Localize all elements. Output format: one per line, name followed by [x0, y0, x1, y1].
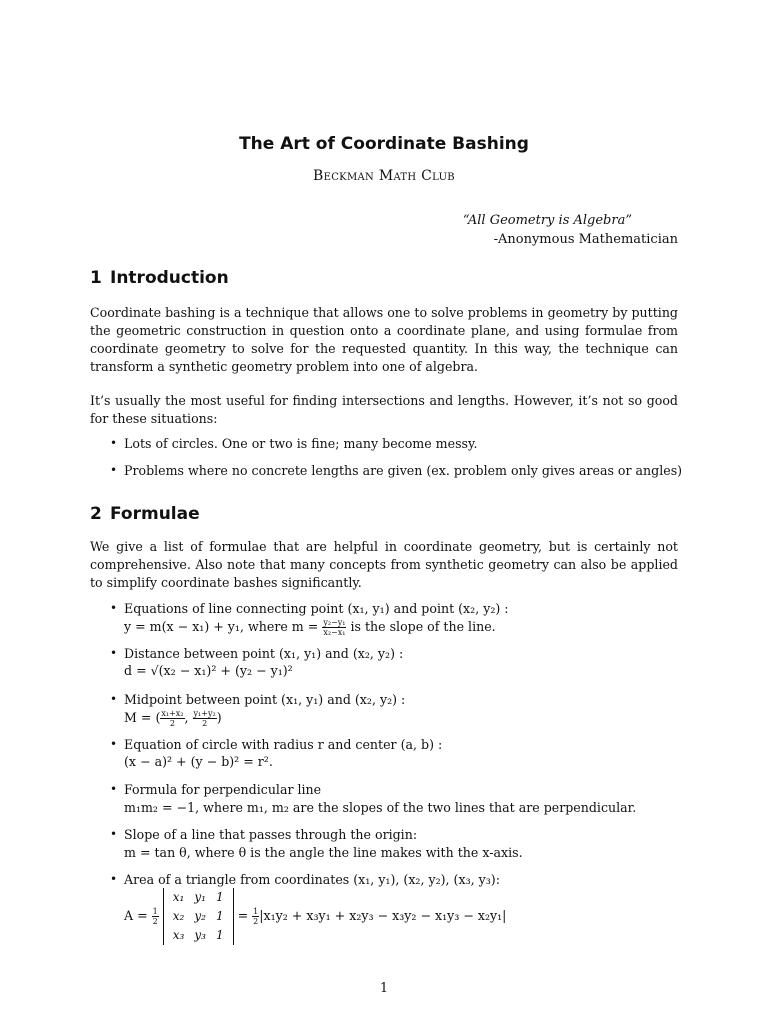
formula-triangle-area [110, 871, 680, 946]
formulae-paragraph: We give a list of formulae that are helpful in coordinate geometry, but is certainly not comprehensive. Also note that many concepts from synthetic geometry can also be applied to simplify coordinate bashes significantly. [90, 539, 678, 590]
formula-label: Formula for perpendicular line [124, 782, 322, 797]
formula-label: Distance between point (x₁, y₁) and (x₂, y₂) : [124, 646, 404, 661]
formula-equation: A = $\frac{1}{2}$ x₁ y₁ 1 x₂ y₂ 1 x₃ y₃ 1 = $\frac{1}{2}$ |x₁y₂ + x₃y₁ + x₂y₃ − x₃y₂ − x₁y₃ − x₂y₁| [124, 888, 506, 945]
formula-line-equation [110, 600, 680, 640]
document-page: The Art of Coordinate Bashing Beckman Math Club “All Geometry is Algebra” -Anonymous Mathematician 1 Introduction Coordinate bashing is a technique that allows one to solve problems in geometry by putting the geometric construction in question onto a coordinate plane, and using formulae from coordinate geometry to solve for the requested quantity. In this way, the technique can transform a synthetic geometry problem into one of algebra. It’s usually the most useful for finding intersections and lengths. However, it’s not so good for these situations: • Lots of circles. One or two is fine; many become messy. • Problems where no concrete lengths are given (ex. problem only gives areas or angles) 2 Formulae We give a list of formulae that are helpful in coordinate geometry, but is certainly not comprehensive. Also note that many concepts from synthetic geometry can also be applied to simplify coordinate bashes significantly. • Equations of line connecting point (x₁, y₁) and point (x₂, y₂) : y = m(x − x₁) + y₁, where m = $\frac{\text{y₂−y₁}}{\text{x₂−x₁}}$ is the slope of the line. • Distance between point (x₁, y₁) and (x₂, y₂) : d = √(x₂ − x₁)² + (y₂ − y₁)² • Midpoint between point (x₁, y₁) and (x₂, y₂) : M = ( $\frac{\text{x₁+x₂}}{2}$ , $\frac{\text{y₁+y₂}}{2}$ ) • Equation of circle with radius r and center (a, b) : (x − a)² + (y − b)² = r². • Formula for perpendicular line m₁m₂ = −1, where m₁, m₂ are the slopes of the two lines that are perpendicular. • Slope of a line that passes through the origin: m = tan θ, where θ is the angle the line makes with the x-axis. • Area of a triangle from coordinates (x₁, y₁), (x₂, y₂), (x₃, y₃): A = $\frac{1}{2}$ x₁ y₁ 1 x₂ y₂ 1 x₃ y₃ 1 = $\frac{1}{2}$ |x₁y₂ + x₃y₁ + x₂y₃ − x₃y₂ − x₁y₃ − x₂y₁| 1 [0, 0, 768, 1024]
bullet-icon: • [110, 436, 118, 450]
formula-equation: M = ( $\frac{\text{x₁+x₂}}{2}$ , $\frac{\text{y₁+y₂}}{2}$ ) [124, 709, 222, 728]
page-number: 1 [379, 980, 388, 995]
formula-perpendicular [110, 781, 680, 821]
half-fraction: $\frac{1}{2}$ [253, 907, 259, 926]
epigraph-attribution: -Anonymous Mathematician [493, 232, 678, 247]
formula-label: Area of a triangle from coordinates (x₁, y₁), (x₂, y₂), (x₃, y₃): [124, 872, 500, 887]
formula-distance [110, 645, 680, 685]
bullet-icon: • [110, 872, 118, 886]
bullet-icon: • [110, 827, 118, 841]
formula-slope-origin [110, 826, 680, 866]
formula-equation: d = √(x₂ − x₁)² + (y₂ − y₁)² [124, 663, 293, 678]
section-heading-formulae [90, 504, 200, 524]
formula-equation: m₁m₂ = −1, where m₁, m₂ are the slopes of the two lines that are perpendicular. [124, 800, 637, 815]
document-title: The Art of Coordinate Bashing [239, 134, 529, 154]
half-fraction: $\frac{1}{2}$ [152, 907, 158, 926]
intro-paragraph-1: Coordinate bashing is a technique that allows one to solve problems in geometry by putting the geometric construction in question onto a coordinate plane, and using formulae from coordinate geometry to solve for the requested quantity. In this way, the technique can transform a synthetic geometry problem into one of algebra. [90, 305, 678, 374]
formula-midpoint [110, 691, 680, 731]
epigraph-quote: “All Geometry is Algebra” [462, 213, 632, 228]
fraction-x: $\frac{\text{x₁+x₂}}{2}$ [161, 709, 184, 728]
document-author: Beckman Math Club [313, 168, 455, 184]
formula-circle [110, 736, 680, 776]
section-title: Introduction [110, 268, 229, 288]
section-title: Formulae [110, 504, 200, 524]
bullet-icon: • [110, 782, 118, 796]
formula-equation: m = tan θ, where θ is the angle the line makes with the x-axis. [124, 845, 523, 860]
formula-equation: (x − a)² + (y − b)² = r². [124, 754, 273, 769]
formula-label: Midpoint between point (x₁, y₁) and (x₂, y₂) : [124, 692, 406, 707]
bullet-icon: • [110, 646, 118, 660]
intro-paragraph-2: It’s usually the most useful for finding intersections and lengths. However, it’s not so good for these situations: [90, 393, 678, 426]
formula-label: Equation of circle with radius r and center (a, b) : [124, 737, 443, 752]
section-number: 2 [90, 504, 102, 524]
section-heading-introduction [90, 268, 229, 288]
formula-equation: y = m(x − x₁) + y₁, where m = $\frac{\text{y₂−y₁}}{\text{x₂−x₁}}$ is the slope of the line. [124, 618, 496, 637]
slope-fraction: $\frac{\text{y₂−y₁}}{\text{x₂−x₁}}$ [323, 618, 346, 637]
section-number: 1 [90, 268, 102, 288]
bullet-icon: • [110, 463, 118, 477]
determinant-matrix: x₁ y₁ 1 x₂ y₂ 1 x₃ y₃ 1 [163, 888, 234, 945]
formula-label: Slope of a line that passes through the origin: [124, 827, 418, 842]
bullet-icon: • [110, 601, 118, 615]
formula-label: Equations of line connecting point (x₁, y₁) and point (x₂, y₂) : [124, 601, 509, 616]
bullet-icon: • [110, 737, 118, 751]
fraction-y: $\frac{\text{y₁+y₂}}{2}$ [193, 709, 216, 728]
bullet-icon: • [110, 692, 118, 706]
epigraph [463, 211, 678, 249]
